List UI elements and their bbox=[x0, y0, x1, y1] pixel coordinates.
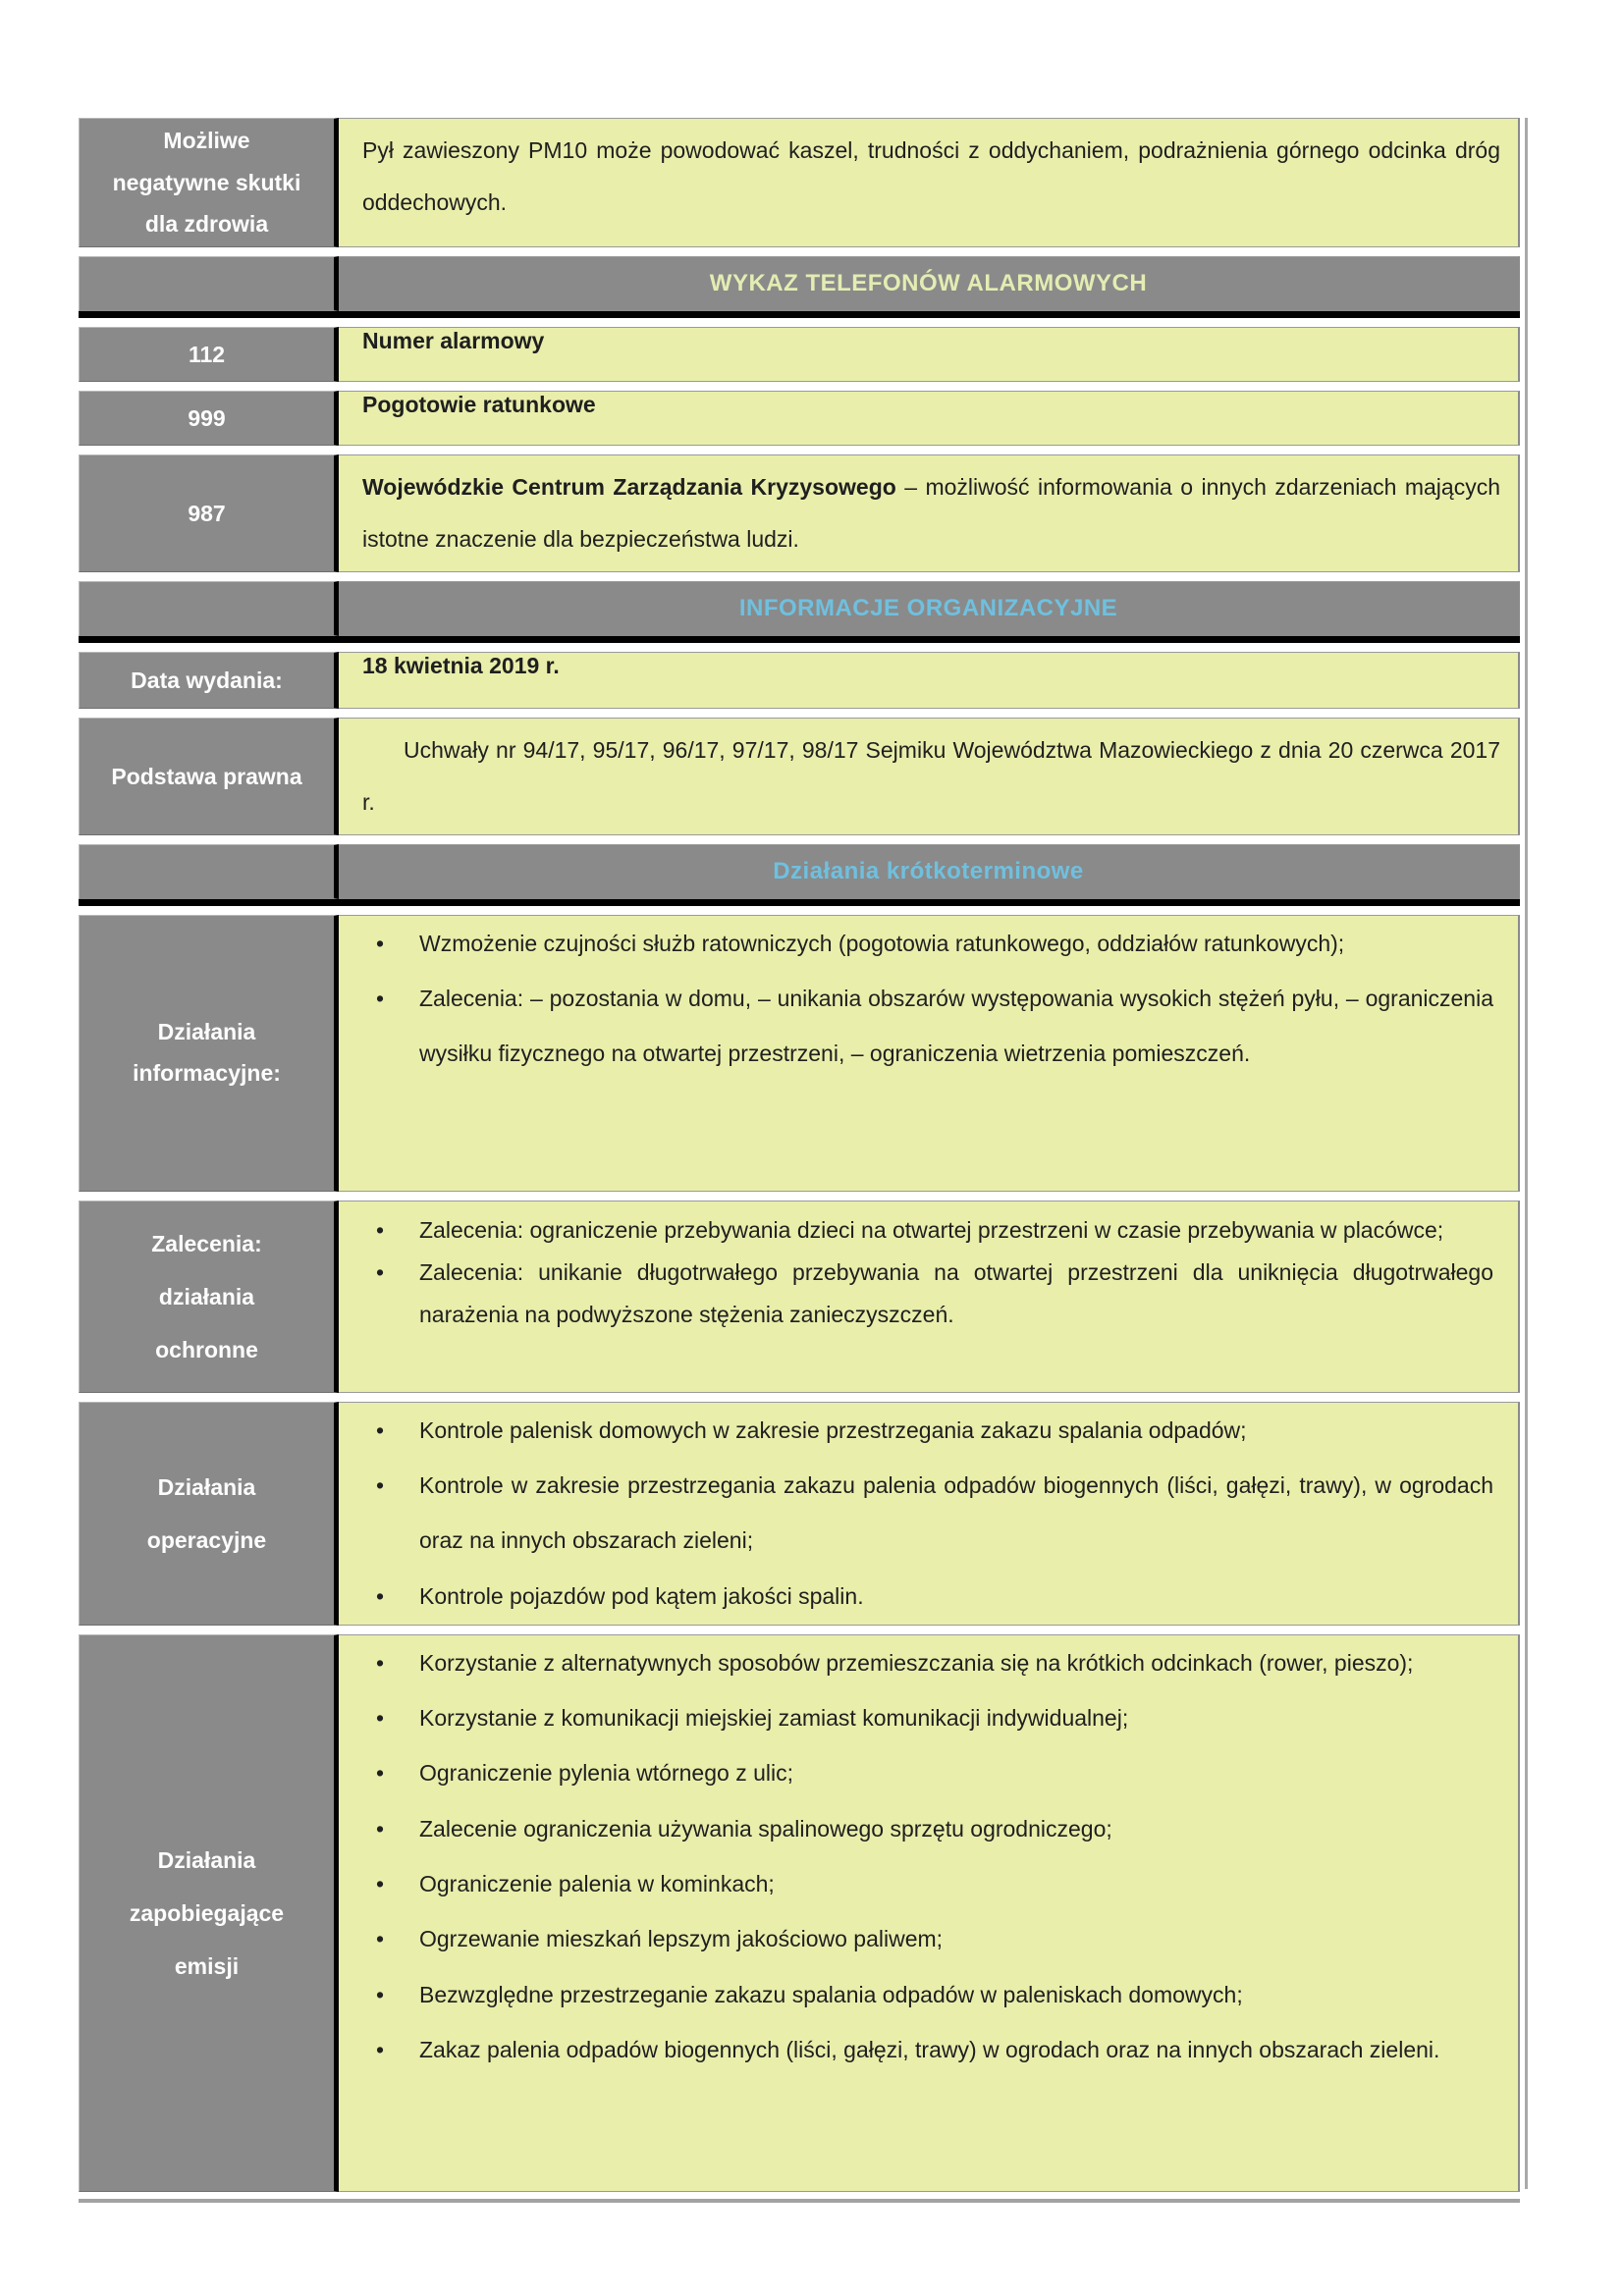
row-number-999 bbox=[79, 391, 1520, 446]
row-label-line: 999 bbox=[188, 405, 226, 432]
row-label-line: 112 bbox=[188, 342, 226, 367]
section-header-title: WYKAZ TELEFONÓW ALARMOWYCH bbox=[709, 270, 1148, 296]
row-label-cell bbox=[79, 718, 339, 835]
bullet-icon: • bbox=[376, 1416, 385, 1443]
row-label-line: Zalecenia: bbox=[151, 1230, 262, 1256]
alert-info-table bbox=[79, 118, 1520, 2203]
cell-paragraph bbox=[339, 328, 1518, 354]
row-emergency-phones-header bbox=[79, 256, 1520, 318]
row-label-line: Działania bbox=[157, 1473, 256, 1500]
text-run: – możliwość informowania o innych zdarzeniach mających istotne znaczenie dla bezpieczeństwa ludzi. bbox=[362, 474, 1500, 552]
bullet-list-item bbox=[376, 1690, 1493, 1745]
row-number-112 bbox=[79, 327, 1520, 382]
bullet-item-text: Ogrzewanie mieszkań lepszym jakościowo paliwem; bbox=[419, 1926, 944, 1952]
row-short-term-actions-header bbox=[79, 844, 1520, 906]
bullet-list-item bbox=[376, 1856, 1493, 1911]
bullet-icon: • bbox=[376, 1815, 385, 1842]
bullet-list-item bbox=[376, 1801, 1493, 1856]
bullet-icon: • bbox=[376, 1258, 385, 1285]
bullet-list-item bbox=[376, 1911, 1493, 1966]
bullet-item-text: Zalecenia: – pozostania w domu, – unikania obszarów występowania wysokich stężeń pyłu, – ograniczenia wysiłku fizycznego na otwartej przestrzeni, – ograniczenia wietrzenia pomieszczeń. bbox=[419, 986, 1493, 1067]
row-label-line: Działania bbox=[157, 1019, 256, 1045]
bullet-list-item bbox=[376, 1635, 1493, 1690]
cell-paragraph bbox=[339, 392, 1518, 418]
bullet-list bbox=[339, 1635, 1518, 2078]
section-header-cell bbox=[339, 844, 1520, 899]
row-label-line: 987 bbox=[188, 500, 226, 526]
bullet-item-text: Zalecenie ograniczenia używania spalinowego sprzętu ogrodniczego; bbox=[419, 1815, 1112, 1842]
row-label-cell bbox=[79, 1402, 339, 1626]
bullet-list-item bbox=[376, 1252, 1493, 1336]
section-header-title: INFORMACJE ORGANIZACYJNE bbox=[738, 594, 1118, 621]
text-run: Wojewódzkie Centrum Zarządzania Kryzysowego bbox=[362, 474, 896, 501]
bullet-list bbox=[339, 1201, 1518, 1337]
bullet-icon: • bbox=[376, 1981, 385, 2007]
row-label-line: dla zdrowia bbox=[144, 211, 269, 238]
bullet-item-text: Zalecenia: unikanie długotrwałego przebywania na otwartej przestrzeni dla uniknięcia długotrwałego narażenia na podwyższone stężenia zanieczyszczeń. bbox=[419, 1258, 1493, 1328]
row-label-cell bbox=[79, 652, 339, 709]
bullet-item-text: Zalecenia: ograniczenie przebywania dzieci na otwartej przestrzeni w czasie przebywania w placówce; bbox=[419, 1216, 1444, 1243]
row-label-line: zapobiegające bbox=[129, 1899, 285, 1926]
bullet-icon: • bbox=[376, 1472, 385, 1498]
row-issue-date bbox=[79, 652, 1520, 709]
text-run: Numer alarmowy bbox=[362, 328, 545, 353]
cell-paragraph bbox=[339, 653, 1518, 679]
cell-paragraph bbox=[339, 455, 1518, 571]
row-content-cell bbox=[339, 1201, 1520, 1393]
bullet-list-item bbox=[376, 2022, 1493, 2077]
bullet-list bbox=[339, 1403, 1518, 1624]
row-label-cell bbox=[79, 256, 339, 311]
row-label-cell bbox=[79, 454, 339, 572]
bullet-icon: • bbox=[376, 1926, 385, 1952]
bullet-icon: • bbox=[376, 1582, 385, 1609]
row-label-line: emisji bbox=[174, 1952, 240, 1979]
bullet-icon: • bbox=[376, 986, 385, 1011]
row-label-cell bbox=[79, 327, 339, 382]
row-org-info-header bbox=[79, 581, 1520, 643]
bullet-item-text: Kontrole pojazdów pod kątem jakości spalin. bbox=[419, 1582, 864, 1609]
bullet-list-item bbox=[376, 1458, 1493, 1569]
bullet-list-item bbox=[376, 1209, 1493, 1252]
bullet-list-item bbox=[376, 1403, 1493, 1458]
row-label-cell bbox=[79, 915, 339, 1192]
bullet-icon: • bbox=[376, 1216, 385, 1243]
row-content-cell bbox=[339, 327, 1520, 382]
table-outer-right-rule bbox=[1525, 118, 1528, 2189]
text-run: 18 kwietnia 2019 r. bbox=[362, 652, 560, 678]
section-header-title: Działania krótkoterminowe bbox=[773, 857, 1084, 884]
row-label-cell bbox=[79, 1201, 339, 1393]
row-label-cell bbox=[79, 581, 339, 636]
row-label-line: negatywne skutki bbox=[112, 169, 301, 195]
row-label-cell bbox=[79, 844, 339, 899]
row-content-cell bbox=[339, 391, 1520, 446]
row-label-line: Data wydania: bbox=[131, 667, 283, 693]
row-content-cell bbox=[339, 718, 1520, 835]
row-label-line: Możliwe bbox=[163, 128, 250, 154]
bullet-item-text: Kontrole w zakresie przestrzegania zakazu palenia odpadów biogennych (liści, gałęzi, trawy), w ogrodach oraz na innych obszarach zieleni; bbox=[419, 1472, 1493, 1554]
text-run: Pył zawieszony PM10 może powodować kaszel, trudności z oddychaniem, podrażnienia górnego odcinka dróg oddechowych. bbox=[362, 137, 1500, 215]
table-outer-bottom-rule bbox=[79, 2199, 1520, 2203]
bullet-list-item bbox=[376, 916, 1493, 971]
bullet-item-text: Korzystanie z alternatywnych sposobów przemieszczania się na krótkich odcinkach (rower, pieszo); bbox=[419, 1649, 1414, 1676]
row-protective-actions bbox=[79, 1201, 1520, 1393]
bullet-icon: • bbox=[376, 1760, 385, 1787]
bullet-list-item bbox=[376, 1967, 1493, 2022]
row-label-line: informacyjne: bbox=[133, 1059, 281, 1086]
bullet-list bbox=[339, 916, 1518, 1082]
bullet-icon: • bbox=[376, 1871, 385, 1897]
row-label-line: operacyjne bbox=[146, 1526, 267, 1553]
section-header bbox=[339, 845, 1518, 898]
row-info-actions bbox=[79, 915, 1520, 1192]
row-content-cell bbox=[339, 652, 1520, 709]
bullet-icon: • bbox=[376, 1705, 385, 1731]
row-label-cell bbox=[79, 1634, 339, 2192]
bullet-list-item bbox=[376, 971, 1493, 1082]
bullet-item-text: Zakaz palenia odpadów biogennych (liści, gałęzi, trawy) w ogrodach oraz na innych obszarach zieleni. bbox=[419, 2037, 1440, 2063]
row-content-cell bbox=[339, 1634, 1520, 2192]
row-label-line: Podstawa prawna bbox=[111, 763, 302, 789]
section-header-cell bbox=[339, 581, 1520, 636]
bullet-icon: • bbox=[376, 1649, 385, 1676]
bullet-item-text: Korzystanie z komunikacji miejskiej zamiast komunikacji indywidualnej; bbox=[419, 1705, 1129, 1731]
text-run: Uchwały nr 94/17, 95/17, 96/17, 97/17, 98/17 Sejmiku Województwa Mazowieckiego z dnia 20 czerwca 2017 r. bbox=[362, 736, 1500, 815]
row-label-cell bbox=[79, 391, 339, 446]
bullet-icon: • bbox=[376, 930, 385, 956]
row-content-cell bbox=[339, 1402, 1520, 1626]
row-emission-prevention-actions bbox=[79, 1634, 1520, 2192]
bullet-item-text: Wzmożenie czujności służb ratowniczych (pogotowia ratunkowego, oddziałów ratunkowych); bbox=[419, 930, 1345, 956]
row-number-987 bbox=[79, 454, 1520, 572]
row-label-line: ochronne bbox=[155, 1336, 258, 1362]
row-legal-basis bbox=[79, 718, 1520, 835]
section-header-cell bbox=[339, 256, 1520, 311]
cell-paragraph bbox=[339, 119, 1518, 235]
row-label-line: Działania bbox=[157, 1846, 256, 1873]
bullet-item-text: Ograniczenie palenia w kominkach; bbox=[419, 1871, 775, 1897]
bullet-item-text: Kontrole palenisk domowych w zakresie przestrzegania zakazu spalania odpadów; bbox=[419, 1416, 1247, 1443]
section-header bbox=[339, 257, 1518, 310]
section-header bbox=[339, 582, 1518, 635]
bullet-item-text: Bezwzględne przestrzeganie zakazu spalania odpadów w paleniskach domowych; bbox=[419, 1981, 1243, 2007]
row-content-cell bbox=[339, 118, 1520, 247]
row-label-cell bbox=[79, 118, 339, 247]
cell-paragraph bbox=[339, 719, 1518, 834]
row-label-line: działania bbox=[158, 1283, 255, 1309]
row-content-cell bbox=[339, 915, 1520, 1192]
bullet-icon: • bbox=[376, 2037, 385, 2063]
bullet-item-text: Ograniczenie pylenia wtórnego z ulic; bbox=[419, 1760, 793, 1787]
row-content-cell bbox=[339, 454, 1520, 572]
row-health-effects bbox=[79, 118, 1520, 247]
bullet-list-item bbox=[376, 1569, 1493, 1624]
bullet-list-item bbox=[376, 1745, 1493, 1800]
text-run: Pogotowie ratunkowe bbox=[362, 392, 596, 418]
row-operational-actions bbox=[79, 1402, 1520, 1626]
